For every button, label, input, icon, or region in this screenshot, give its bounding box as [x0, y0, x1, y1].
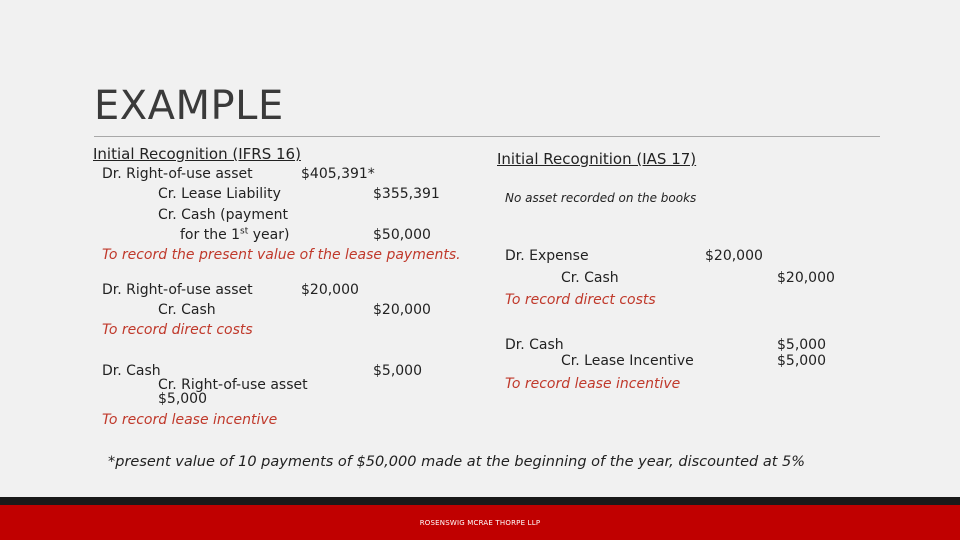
ifrs-entry1-dr-amount: $405,391* — [301, 166, 375, 182]
ias-entry2-dr-label: Dr. Cash — [505, 337, 564, 353]
ifrs-entry2-cr-amount: $20,000 — [373, 302, 431, 318]
ifrs-entry1-memo: To record the present value of the lease payments. — [102, 247, 461, 263]
ias-entry2-cr-label: Cr. Lease Incentive — [561, 353, 694, 369]
ias-note: No asset recorded on the books — [505, 191, 697, 205]
ifrs-entry1-cr1-label: Cr. Lease Liability — [158, 186, 281, 202]
ias-entry1-cr-label: Cr. Cash — [561, 270, 619, 286]
ias-heading: Initial Recognition (IAS 17) — [497, 150, 697, 168]
ifrs-entry2-dr-label: Dr. Right-of-use asset — [102, 282, 253, 298]
ifrs-entry1-cr2-amount: $50,000 — [373, 227, 431, 243]
ifrs-heading: Initial Recognition (IFRS 16) — [93, 145, 301, 163]
ifrs-entry3-cr-amount: $5,000 — [158, 391, 207, 407]
footer-dark-band — [0, 497, 960, 505]
footer-firm-name: ROSENSWIG MCRAE THORPE LLP — [419, 519, 541, 527]
ifrs-entry1-cr2-label: Cr. Cash (payment — [158, 207, 288, 223]
ifrs-entry1-cr2-label-line2 — [180, 228, 289, 242]
ifrs-entry2-memo: To record direct costs — [102, 322, 253, 338]
title-divider — [94, 136, 880, 137]
ifrs-entry1-cr2-sup: st — [240, 226, 249, 237]
ifrs-entry3-dr-label: Dr. Cash — [102, 363, 161, 379]
ias-entry1-memo: To record direct costs — [505, 292, 656, 308]
ifrs-entry1-cr2-post: year) — [248, 227, 290, 243]
ifrs-entry2-dr-amount: $20,000 — [301, 282, 359, 298]
footnote: *present value of 10 payments of $50,000 made at the beginning of the year, discounted at 5% — [108, 454, 806, 470]
ifrs-entry3-memo: To record lease incentive — [102, 412, 278, 428]
ias-entry1-dr-label: Dr. Expense — [505, 248, 589, 264]
ias-entry2-cr-amount: $5,000 — [777, 353, 826, 369]
ifrs-entry3-cr-label: Cr. Right-of-use asset — [158, 377, 308, 393]
ias-entry2-dr-amount: $5,000 — [777, 337, 826, 353]
ifrs-entry1-dr-label: Dr. Right-of-use asset — [102, 166, 253, 182]
ias-entry2-memo: To record lease incentive — [505, 376, 681, 392]
ifrs-entry1-cr1-amount: $355,391 — [373, 186, 440, 202]
slide-title: EXAMPLE — [94, 83, 284, 129]
ifrs-entry1-cr2-pre: for the 1 — [180, 227, 241, 243]
ifrs-entry2-cr-label: Cr. Cash — [158, 302, 216, 318]
ias-entry1-cr-amount: $20,000 — [777, 270, 835, 286]
ias-entry1-dr-amount: $20,000 — [705, 248, 763, 264]
ifrs-entry3-dr-amount: $5,000 — [373, 363, 422, 379]
